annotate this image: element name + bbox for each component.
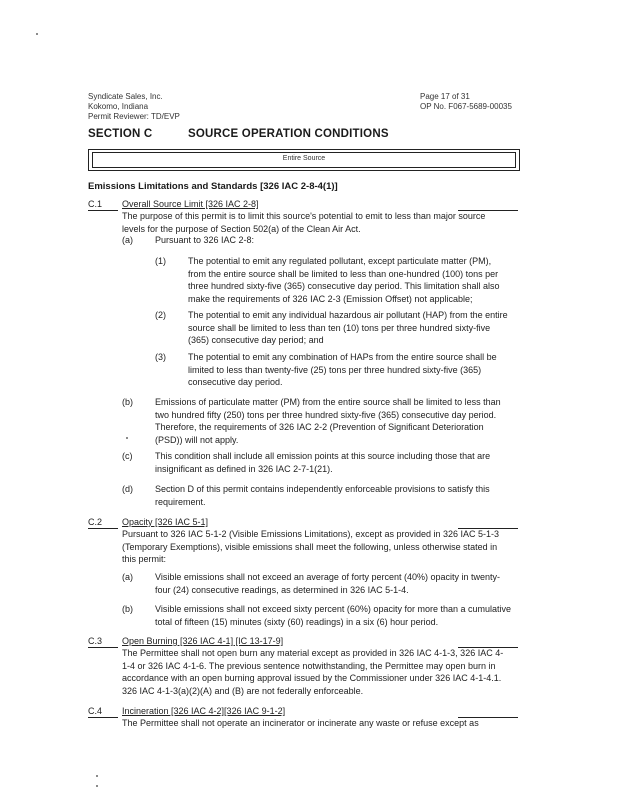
c1-a-3-label: (3) bbox=[155, 352, 166, 362]
c1-a-text: Pursuant to 326 IAC 2-8: bbox=[155, 235, 255, 245]
c3-title: Open Burning [326 IAC 4-1] [IC 13-17-9] bbox=[122, 636, 284, 646]
c2-rule-left bbox=[88, 528, 118, 529]
c1-a-1-text: The potential to emit any regulated pollutant, except particulate matter (PM), from the entire source shall be limited to less than one-hundred (100) tons per three hundred sixty-five (365) consecutive day period. This limitation shall also make the requirements of 326 IAC 2-3 (Emission Offset) not applicable; bbox=[188, 256, 500, 304]
c3-text: The Permittee shall not open burn any material except as provided in 326 IAC 4-1-3, 326 IAC 4- 1-4 or 326 IAC 4-1-6. The previous sentence notwithstanding, the Permittee may open burn in accordance with an open burning approval issued by the Commissioner under 326 IAC 4-1-4.1. 326 IAC 4-1-3(a)(2)(A) and (B) are not federally enforceable. bbox=[122, 648, 504, 696]
company-name: Syndicate Sales, Inc. bbox=[88, 92, 163, 101]
c2-b-label: (b) bbox=[122, 604, 133, 614]
permit-reviewer: Permit Reviewer: TD/EVP bbox=[88, 112, 180, 121]
c3-rule-left bbox=[88, 647, 118, 648]
c1-a-label: (a) bbox=[122, 235, 133, 245]
c2-a-label: (a) bbox=[122, 572, 133, 582]
page-number: Page 17 of 31 bbox=[420, 92, 470, 101]
scan-speck bbox=[96, 785, 98, 787]
c1-a-2-label: (2) bbox=[155, 310, 166, 320]
c1-a-3-text: The potential to emit any combination of HAPs from the entire source shall be limited to less than twenty-five (25) tons per three hundred sixty-five (365) consecutive day period. bbox=[188, 352, 497, 388]
c1-d-text: Section D of this permit contains independently enforceable provisions to satisfy this requirement. bbox=[155, 484, 490, 507]
c2-b-text: Visible emissions shall not exceed sixty percent (60%) opacity for more than a cumulative total of fifteen (15) minutes (sixty (60) readings) in a six (6) hour period. bbox=[155, 604, 512, 627]
emissions-heading: Emissions Limitations and Standards [326 IAC 2-8-4(1)] bbox=[88, 181, 338, 192]
scan-speck bbox=[36, 33, 38, 35]
c2-title: Opacity [326 IAC 5-1] bbox=[122, 517, 209, 527]
scan-speck bbox=[96, 775, 98, 777]
c2-intro: Pursuant to 326 IAC 5-1-2 (Visible Emissions Limitations), except as provided in 326 IAC 5-1-3 (Temporary Exemptions), visible emissions shall meet the following, unless otherwise stated in this permit: bbox=[122, 529, 500, 565]
op-number: OP No. F067-5689-00035 bbox=[420, 102, 512, 111]
scan-speck bbox=[126, 437, 128, 439]
c1-a-2-text: The potential to emit any individual hazardous air pollutant (HAP) from the entire source shall be limited to less than ten (10) tons per three hundred sixty-five (365) consecutive day period; and bbox=[188, 310, 508, 346]
c1-a-1-label: (1) bbox=[155, 256, 166, 266]
company-location: Kokomo, Indiana bbox=[88, 102, 149, 111]
section-number: SECTION C bbox=[88, 128, 153, 140]
header-right bbox=[420, 92, 512, 112]
c1-number: C.1 bbox=[88, 199, 103, 209]
entire-source-label: Entire Source bbox=[282, 155, 326, 162]
c1-c-text: This condition shall include all emission points at this source including those that are insignificant as defined in 326 IAC 2-7-1(21). bbox=[155, 451, 491, 474]
section-title: SOURCE OPERATION CONDITIONS bbox=[188, 128, 389, 140]
c1-rule-left bbox=[88, 210, 118, 211]
c4-text: The Permittee shall not operate an incinerator or incinerate any waste or refuse except as bbox=[122, 718, 479, 728]
c3-number: C.3 bbox=[88, 636, 103, 646]
c2-number: C.2 bbox=[88, 517, 103, 527]
c1-title: Overall Source Limit [326 IAC 2-8] bbox=[122, 199, 259, 209]
c1-b-text: Emissions of particulate matter (PM) from the entire source shall be limited to less than two hundred fifty (250) tons per three hundred sixty-five (365) consecutive day period. Therefore, the requirements of 326 IAC 2-2 (Prevention of Significant Deterioration (PSD)) will not apply. bbox=[155, 397, 501, 445]
c4-title: Incineration [326 IAC 4-2][326 IAC 9-1-2] bbox=[122, 706, 286, 716]
header-left bbox=[88, 92, 180, 122]
c1-intro: The purpose of this permit is to limit this source's potential to emit to less than major source levels for the purpose of Section 502(a) of the Clean Air Act. bbox=[122, 211, 486, 234]
c4-number: C.4 bbox=[88, 706, 103, 716]
c1-b-label: (b) bbox=[122, 397, 133, 407]
c4-rule-left bbox=[88, 717, 118, 718]
c2-a-text: Visible emissions shall not exceed an average of forty percent (40%) opacity in twenty- four (24) consecutive readings, as determined in 326 IAC 5-1-4. bbox=[155, 572, 501, 595]
c1-c-label: (c) bbox=[122, 451, 133, 461]
c1-d-label: (d) bbox=[122, 484, 133, 494]
